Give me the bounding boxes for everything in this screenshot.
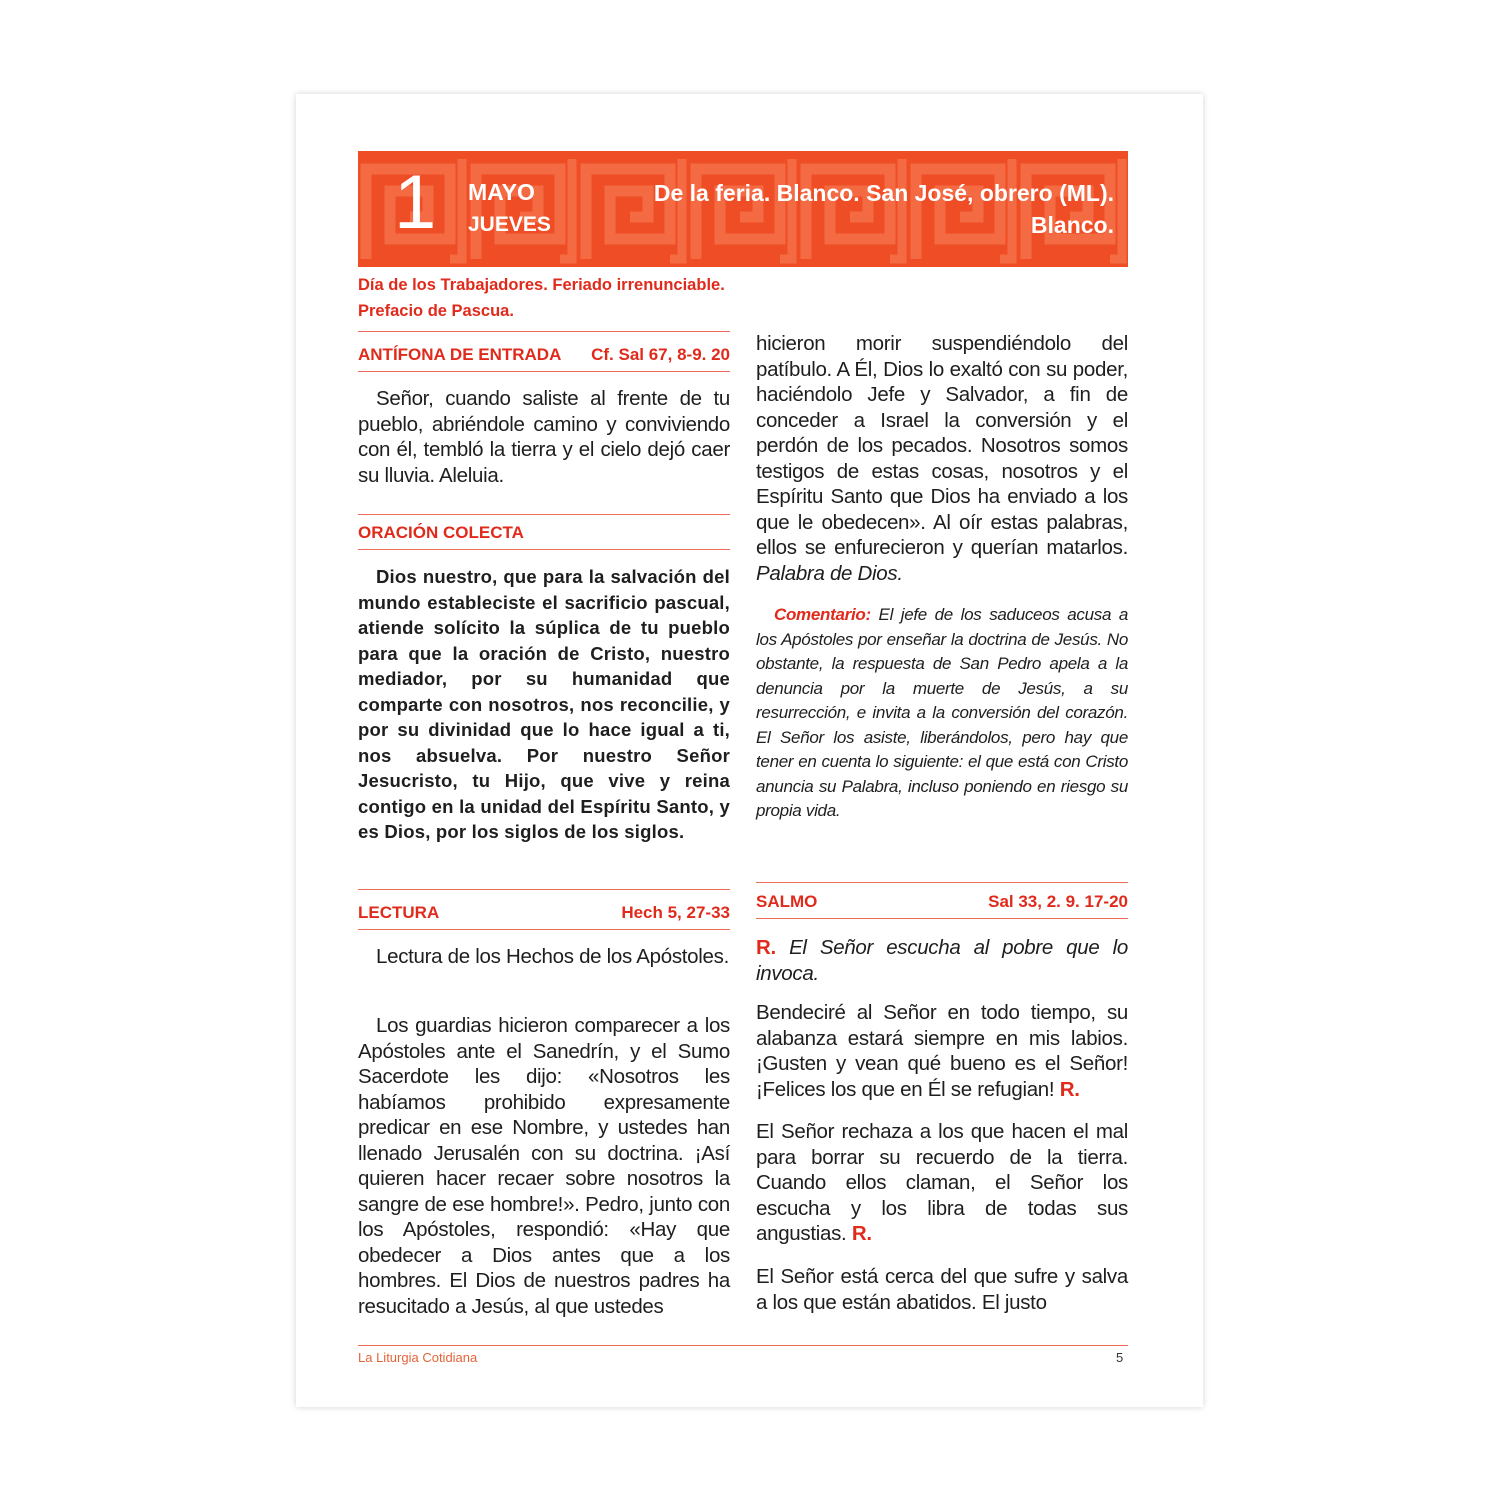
publication-name: La Liturgia Cotidiana	[358, 1350, 478, 1365]
comentario-label: Comentario:	[774, 605, 871, 624]
antifona-text: Señor, cuando saliste al frente de tu pueblo, abriéndole camino y conviviendo con él, tembló la tierra y el cielo dejó caer su lluvia. Aleluia.	[358, 387, 730, 487]
salmo-stanza-3: El Señor está cerca del que sufre y salva a los que están abatidos. El justo	[756, 1265, 1128, 1314]
month-label: MAYO	[468, 179, 535, 205]
response-marker: R.	[1059, 1077, 1080, 1101]
note-line-2: Prefacio de Pascua.	[358, 302, 514, 320]
lectura-ref: Hech 5, 27-33	[621, 903, 730, 922]
salmo-title: SALMO	[756, 892, 818, 911]
salmo-stanza-2	[756, 1119, 1128, 1247]
stanza-2-text: El Señor rechaza a los que hacen el mal para borrar su recuerdo de la tierra. Cuando ellos claman, el Señor los escucha y los libra de todas sus angustias.	[756, 1120, 1128, 1245]
stanza-1-text: Bendeciré al Señor en todo tiempo, su alabanza estará siempre en mis labios. ¡Gusten y vean qué bueno es el Señor! ¡Felices los que en Él se refugian!	[756, 1001, 1128, 1101]
footer-divider	[358, 1345, 1128, 1346]
section-divider	[358, 331, 730, 332]
lectura-heading	[358, 903, 730, 930]
lectura-continuation	[756, 331, 1128, 586]
page-number: 5	[1116, 1350, 1124, 1365]
day-header-banner	[358, 151, 1128, 267]
response-marker: R.	[851, 1222, 872, 1245]
colecta-title: ORACIÓN COLECTA	[358, 523, 524, 542]
salmo-heading	[756, 892, 1128, 919]
salmo-response	[756, 935, 1128, 986]
section-divider	[756, 882, 1128, 883]
celebration-line-2: Blanco.	[1030, 212, 1114, 238]
comentario-block	[756, 603, 1128, 824]
salmo-response-text: El Señor escucha al pobre que lo invoca.	[756, 936, 1128, 985]
note-line-1: Día de los Trabajadores. Feriado irrenunciable.	[358, 276, 725, 294]
lectura-intro: Lectura de los Hechos de los Apóstoles.	[376, 945, 729, 968]
celebration-line-1: De la feria. Blanco. San José, obrero (ML).	[653, 180, 1114, 206]
lectura-title: LECTURA	[358, 903, 440, 922]
comentario-text: El jefe de los saduceos acusa a los Apóstoles por enseñar la doctrina de Jesús. No obstante, la respuesta de San Pedro apela a la denuncia por la muerte de Jesús, a su resurrección, e invita a la conversión del corazón. El Señor los asiste, liberándolos, pero hay que tener en cuenta lo siguiente: el que está con Cristo anuncia su Palabra, incluso poniendo en riesgo su propia vida.	[756, 605, 1128, 820]
response-marker: R.	[756, 936, 776, 959]
lectura-continuation-text: hicieron morir suspendiéndolo del patíbulo. A Él, Dios lo exaltó con su poder, haciéndolo Jefe y Salvador, a fin de conceder a Israel la conversión y el perdón de los pecados. Nosotros somos testigos de estas cosas, nosotros y el Espíritu Santo que Dios ha enviado a los que le obedecen». Al oír estas palabras, ellos se enfurecieron y querían matarlos.	[756, 332, 1128, 559]
lectura-text: Los guardias hicieron comparecer a los Apóstoles ante el Sanedrín, y el Sumo Sacerdote les dijo: «Nosotros les habíamos prohibido expresamente predicar en ese Nombre, y ustedes han llenado Jerusalén con su doctrina. ¡Así quieren hacer recaer sobre nosotros la sangre de ese hombre!». Pedro, junto con los Apóstoles, respondió: «Hay que obedecer a Dios antes que a los hombres. El Dios de nuestros padres ha resucitado a Jesús, al que ustedes	[358, 1014, 730, 1318]
antifona-title: ANTÍFONA DE ENTRADA	[358, 345, 562, 364]
missal-page	[296, 94, 1203, 1407]
colecta-text: Dios nuestro, que para la salvación del mundo estableciste el sacrificio pascual, atiende solícito la súplica de tu pueblo para que la oración de Cristo, nuestro mediador, por su humanidad que comparte con nosotros, nos reconcilie, y por su divinidad que lo hace igual a ti, nos absuelva. Por nuestro Señor Jesucristo, tu Hijo, que vive y reina contigo en la unidad del Espíritu Santo, y es Dios, por los siglos de los siglos.	[358, 566, 730, 842]
celebration-info	[654, 177, 1114, 241]
section-divider	[358, 514, 730, 515]
salmo-stanza-1	[756, 1000, 1128, 1102]
antifona-ref: Cf. Sal 67, 8-9. 20	[591, 345, 730, 364]
colecta-heading	[358, 523, 730, 550]
weekday-label: JUEVES	[468, 213, 551, 236]
day-notes	[358, 272, 725, 324]
lectura-closing: Palabra de Dios.	[756, 561, 903, 585]
antifona-heading	[358, 345, 730, 372]
section-divider	[358, 889, 730, 890]
day-number: 1	[394, 160, 437, 245]
salmo-ref: Sal 33, 2. 9. 17-20	[988, 892, 1128, 911]
